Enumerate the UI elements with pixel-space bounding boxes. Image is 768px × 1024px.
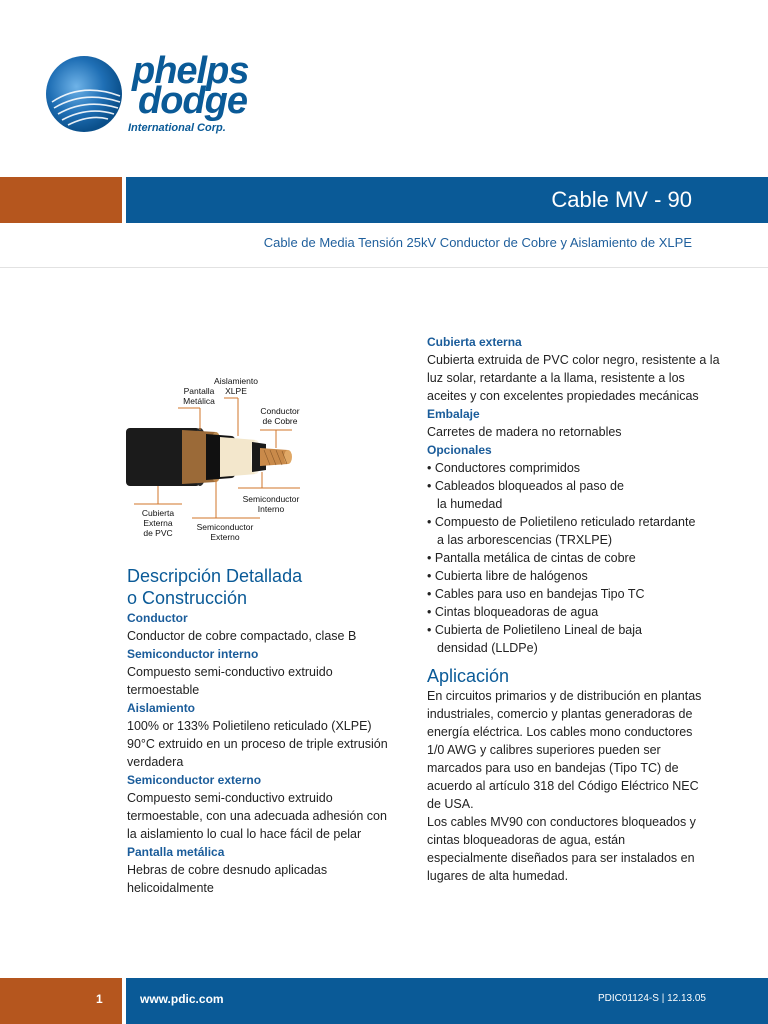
footer-accent-bar bbox=[0, 978, 122, 1024]
logo-word-dodge: dodge bbox=[138, 80, 247, 122]
opcionales-list bbox=[427, 459, 727, 657]
logo-word-international: International Corp. bbox=[128, 122, 226, 134]
construction-heading-line2: o Construcción bbox=[127, 588, 248, 608]
construction-heading-line1: Descripción Detallada bbox=[127, 566, 303, 586]
list-item: • Cableados bloqueados al paso de la humedad bbox=[427, 477, 637, 513]
header-divider bbox=[0, 267, 768, 268]
label-semiconductor-interno: Semiconductor Interno bbox=[242, 494, 300, 514]
page-number: 1 bbox=[96, 992, 103, 1006]
list-item: • Pantalla metálica de cintas de cobre bbox=[427, 549, 727, 567]
globe-icon bbox=[42, 52, 132, 136]
list-item: • Cintas bloqueadoras de agua bbox=[427, 603, 727, 621]
aplicacion-paragraph-1: En circuitos primarios y de distribución en plantas industriales, comercio y plantas generadoras de energía eléctrica. Los cables mono conductores 1/0 AWG y calibres superiores pueden ser marcados para uso en bandejas (Tipo TC) de acuerdo al artículo 318 del Código Eléctrico NEC de USA. bbox=[427, 689, 702, 811]
label-semiconductor-externo: Semiconductor Externo bbox=[196, 522, 254, 542]
list-item: • Conductores comprimidos bbox=[427, 459, 727, 477]
list-item: • Cubierta de Polietileno Lineal de baja densidad (LLDPe) bbox=[427, 621, 687, 657]
logo-word-phelps: phelps bbox=[132, 50, 249, 92]
list-item: • Compuesto de Polietileno reticulado retardante a las arborescencias (TRXLPE) bbox=[427, 513, 697, 549]
semi-interno-title: Semiconductor interno bbox=[127, 647, 259, 661]
embalaje-text: Carretes de madera no retornables bbox=[427, 425, 622, 439]
specifications-column bbox=[427, 333, 727, 885]
page-title: Cable MV - 90 bbox=[551, 187, 692, 212]
company-logo bbox=[42, 52, 272, 142]
label-aislamiento: Aislamiento XLPE bbox=[214, 376, 258, 396]
label-pantalla: Pantalla Metálica bbox=[183, 386, 215, 406]
website-link[interactable]: www.pdic.com bbox=[140, 992, 224, 1006]
list-item: • Cubierta libre de halógenos bbox=[427, 567, 727, 585]
cubierta-text: Cubierta extruida de PVC color negro, resistente a la luz solar, retardante a la llama, resistente a los aceites y con excelentes propiedades mecánicas bbox=[427, 353, 720, 403]
aislamiento-title: Aislamiento bbox=[127, 701, 196, 715]
conductor-title: Conductor bbox=[127, 611, 188, 625]
cubierta-title: Cubierta externa bbox=[427, 335, 522, 349]
document-reference: PDIC01124-S | 12.13.05 bbox=[597, 993, 706, 1004]
pantalla-title: Pantalla metálica bbox=[127, 845, 225, 859]
page-subtitle: Cable de Media Tensión 25kV Conductor de Cobre y Aislamiento de XLPE bbox=[263, 235, 692, 250]
conductor-text: Conductor de cobre compactado, clase B bbox=[127, 629, 357, 643]
cable-diagram bbox=[120, 370, 320, 550]
list-item: • Cables para uso en bandejas Tipo TC bbox=[427, 585, 727, 603]
semi-externo-title: Semiconductor externo bbox=[127, 773, 262, 787]
label-cubierta: Cubierta Externa de PVC bbox=[141, 508, 175, 538]
header-accent-bar bbox=[0, 177, 122, 223]
semi-externo-text: Compuesto semi-conductivo extruido termoestable, con una adecuada adhesión con la aislamiento lo cual lo hace fácil de pelar bbox=[127, 791, 387, 841]
embalaje-title: Embalaje bbox=[427, 407, 480, 421]
label-conductor: Conductor de Cobre bbox=[260, 406, 300, 426]
opcionales-title: Opcionales bbox=[427, 443, 492, 457]
semi-interno-text: Compuesto semi-conductivo extruido termoestable bbox=[127, 665, 333, 697]
aplicacion-paragraph-2: Los cables MV90 con conductores bloqueados y cintas bloqueadoras de agua, están especialmente diseñados para ser instalados en lugares de alta humedad. bbox=[427, 815, 696, 883]
aplicacion-heading: Aplicación bbox=[427, 666, 510, 686]
aislamiento-text: 100% or 133% Polietileno reticulado (XLPE) 90°C extruido en un proceso de triple extrusión verdadera bbox=[127, 719, 388, 769]
pantalla-text: Hebras de cobre desnudo aplicadas helicoidalmente bbox=[127, 863, 328, 895]
construction-description bbox=[127, 565, 412, 897]
